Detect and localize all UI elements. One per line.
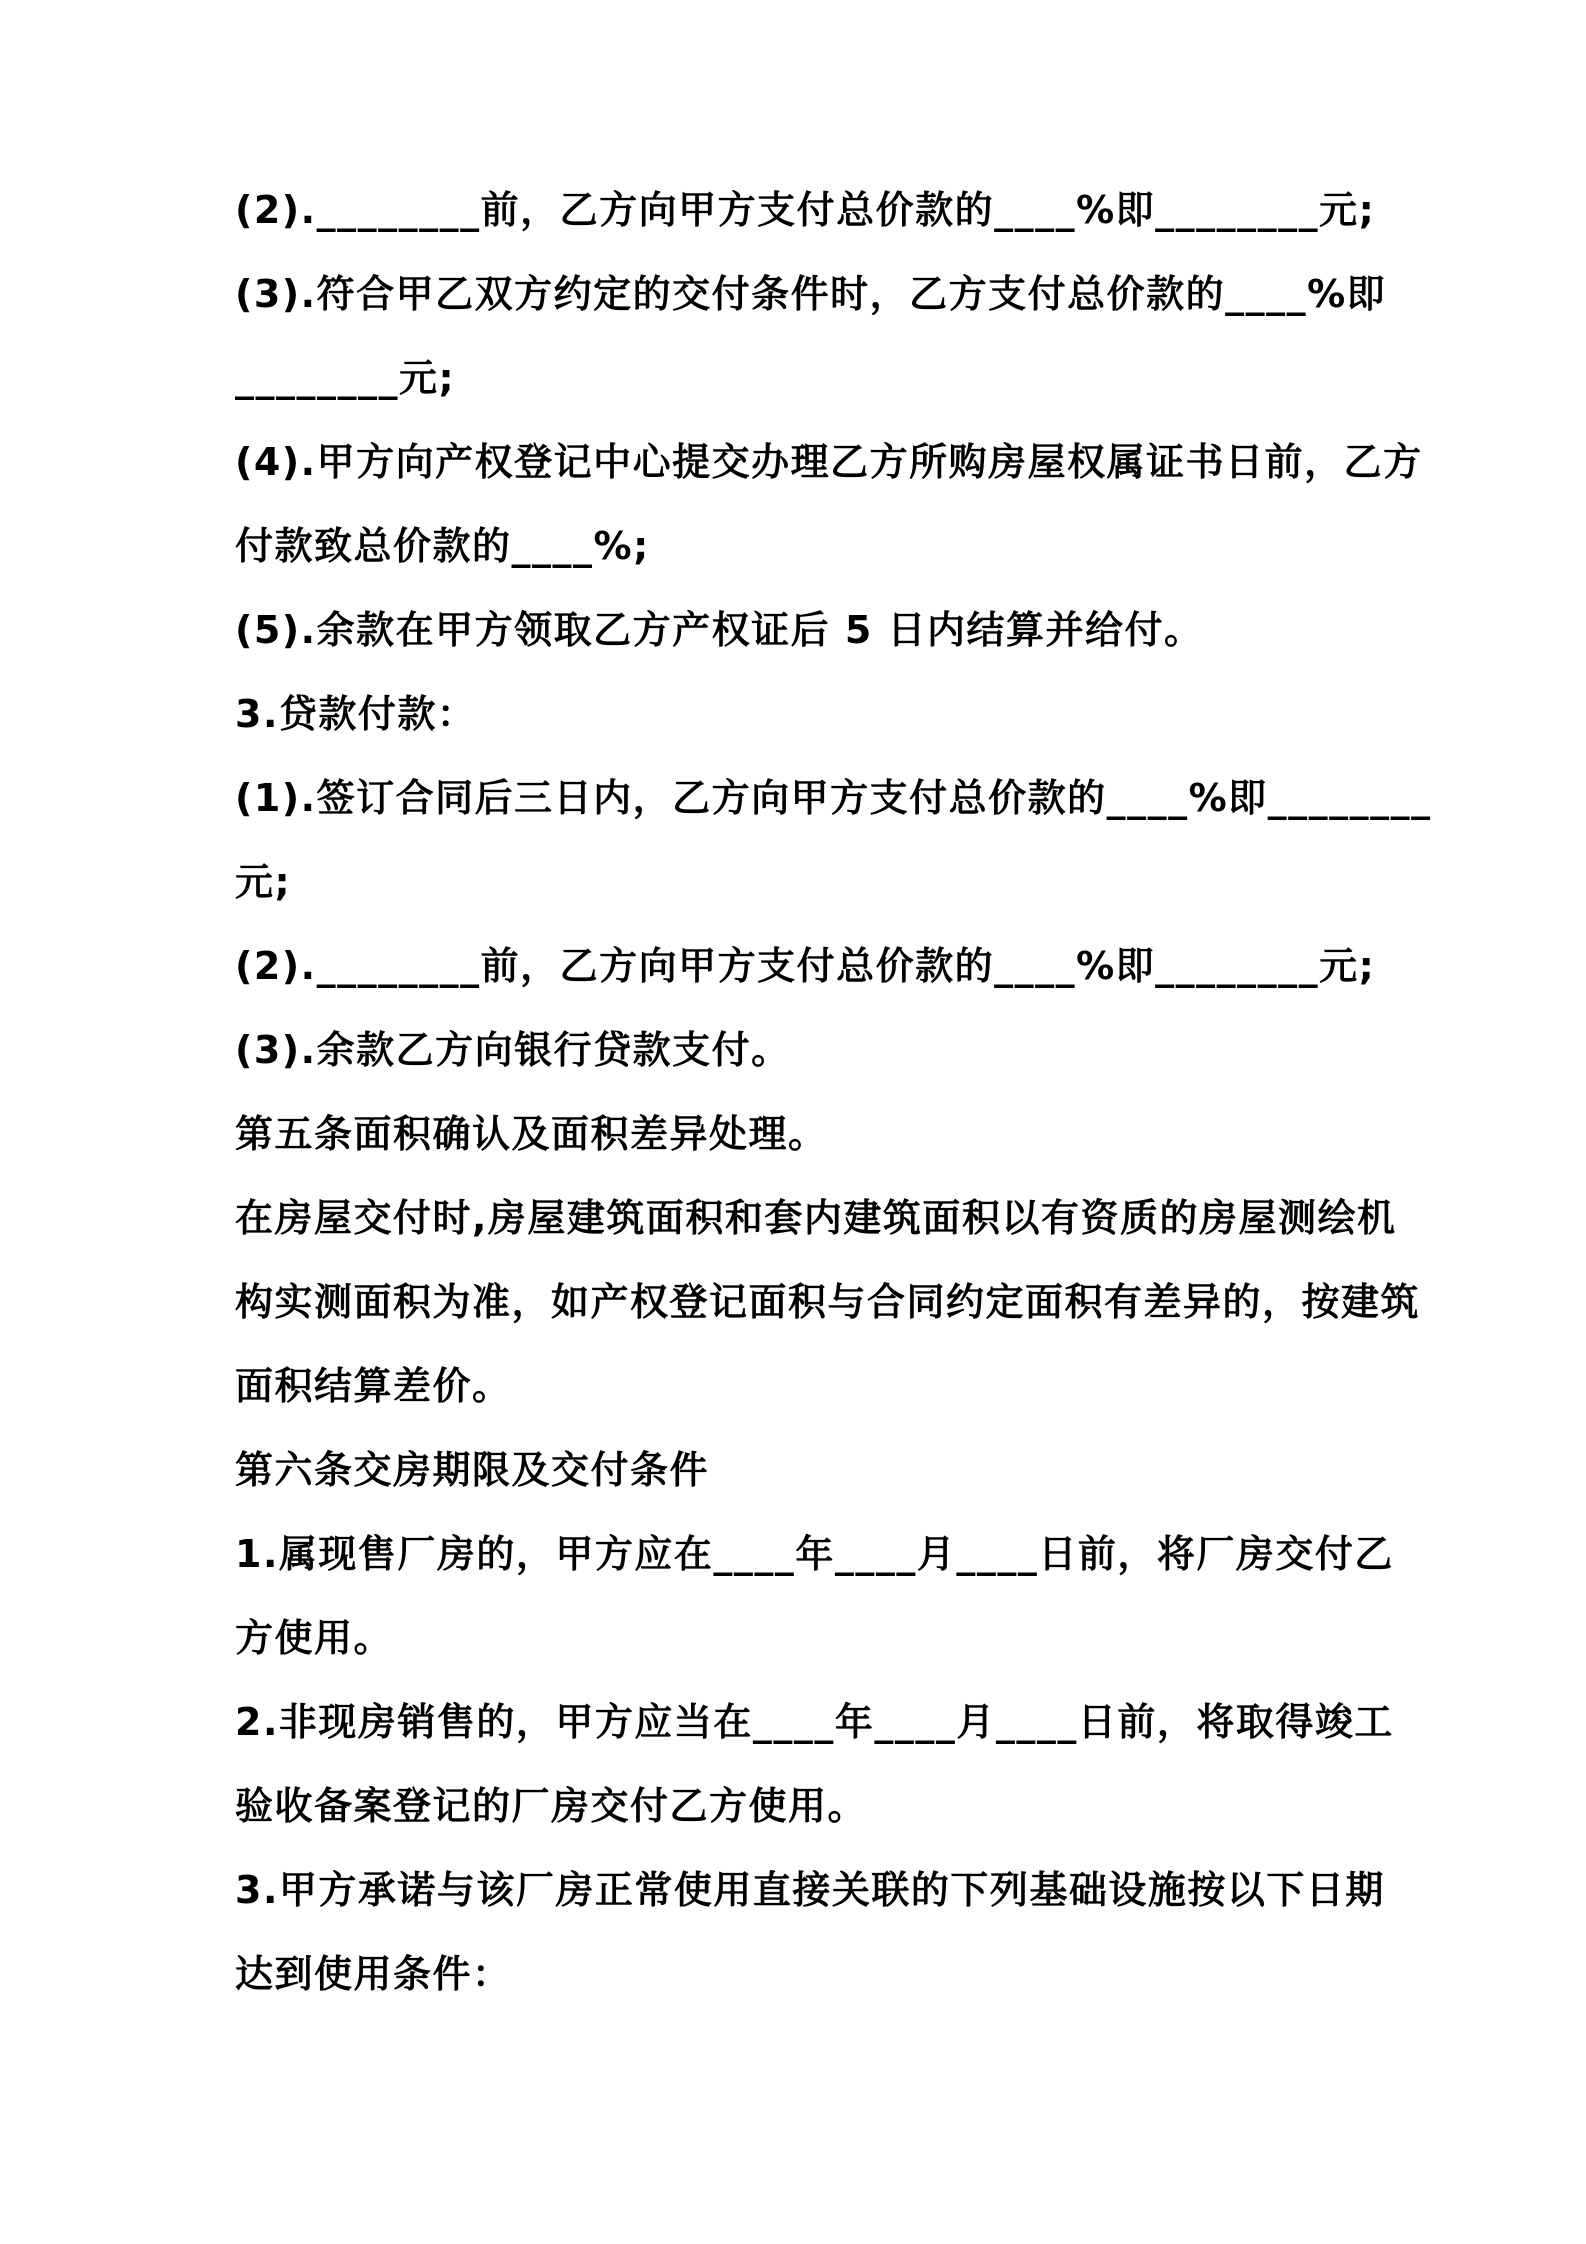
contract-text-block: [235, 168, 1475, 2016]
document-line: (2).________前，乙方向甲方支付总价款的____%即________元;: [235, 188, 1376, 232]
document-line: 在房屋交付时,房屋建筑面积和套内建筑面积以有资质的房屋测绘机: [235, 1196, 1397, 1240]
document-line: 1.属现售厂房的，甲方应在____年____月____日前，将厂房交付乙: [235, 1532, 1394, 1576]
document-line: (3).符合甲乙双方约定的交付条件时，乙方支付总价款的____%即: [235, 272, 1387, 316]
document-line: (4).甲方向产权登记中心提交办理乙方所购房屋权属证书日前，乙方: [235, 440, 1423, 484]
document-line: 构实测面积为准，如产权登记面积与合同约定面积有差异的，按建筑: [235, 1280, 1421, 1324]
document-line: 第六条交房期限及交付条件: [235, 1448, 710, 1492]
document-line: 方使用。: [235, 1616, 394, 1660]
document-line: (1).签订合同后三日内，乙方向甲方支付总价款的____%即________: [235, 776, 1432, 820]
document-line: 达到使用条件：: [235, 1952, 512, 1996]
document-line: 第五条面积确认及面积差异处理。: [235, 1112, 828, 1156]
document-line: 付款致总价款的____%;: [235, 524, 650, 568]
document-line: (3).余款乙方向银行贷款支付。: [235, 1028, 791, 1072]
document-line: 3.贷款付款：: [235, 692, 477, 736]
document-line: 3.甲方承诺与该厂房正常使用直接关联的下列基础设施按以下日期: [235, 1868, 1385, 1912]
document-line: 面积结算差价。: [235, 1364, 512, 1408]
document-line: 验收备案登记的厂房交付乙方使用。: [235, 1784, 868, 1828]
document-line: (2).________前，乙方向甲方支付总价款的____%即________元;: [235, 944, 1376, 988]
document-line: ________元;: [235, 356, 456, 400]
document-line: (5).余款在甲方领取乙方产权证后 5 日内结算并给付。: [235, 608, 1204, 652]
document-line: 元;: [235, 860, 292, 904]
document-line: 2.非现房销售的，甲方应当在____年____月____日前，将取得竣工: [235, 1700, 1394, 1744]
